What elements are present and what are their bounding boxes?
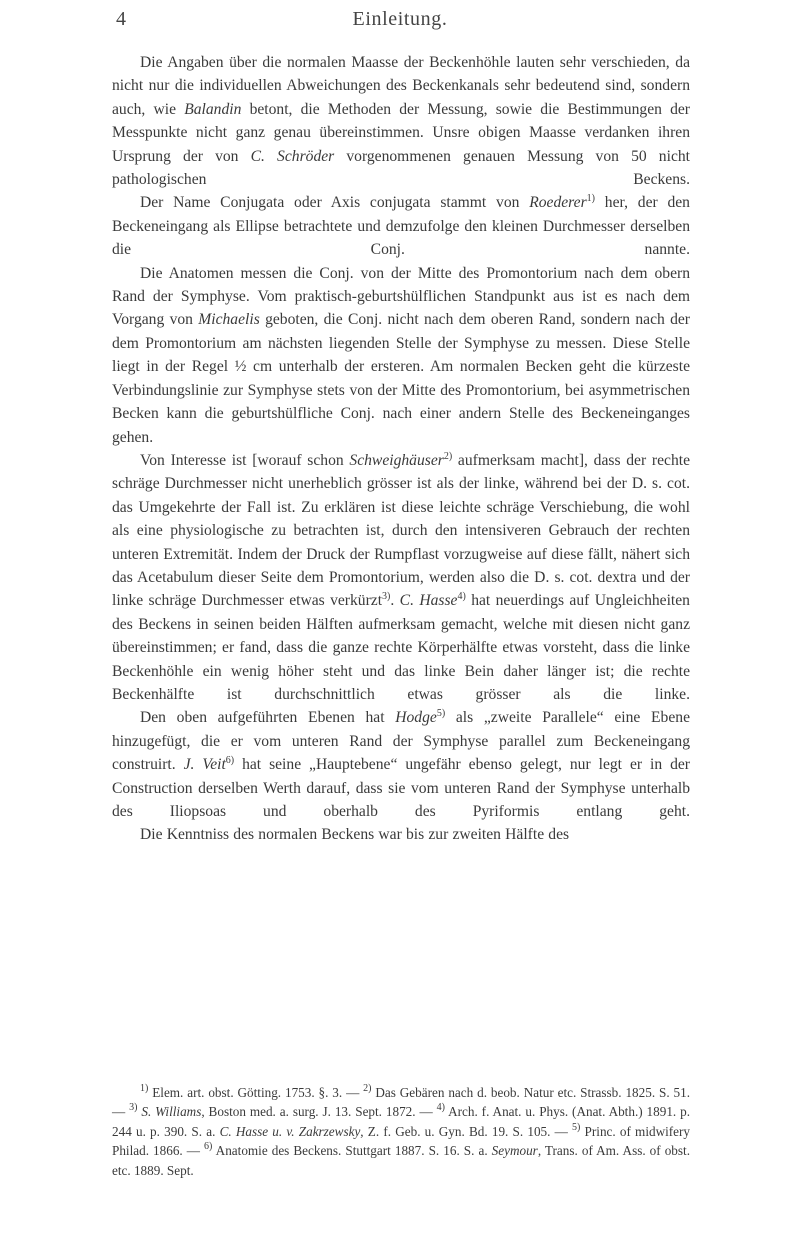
author-name: Roederer bbox=[529, 194, 587, 212]
text-run: , Trans. of Am. Ass. of obst. etc. 1889. Sept. bbox=[112, 1143, 690, 1178]
text-run: Anatomie des Beckens. Stuttgart 1887. S. 16. S. a. bbox=[212, 1143, 492, 1159]
footnote-marker: 1) bbox=[140, 1083, 149, 1094]
text-run: hat neuerdings auf Ungleichheiten des Beckens in seinen beiden Hälften aufmerksam gemacht, welche mit diesen nicht ganz übereinstimmen; er fand, dass die ganze rechte Körperhälfte etwas vorsteht, dass die linke Beckenhöhle ein wenig höher steht und das linke Bein daher länger ist; die rechte Beckenhälfte ist durchschnittlich etwas grösser als die linke. bbox=[112, 592, 690, 703]
text-run: , Z. f. Geb. u. Gyn. Bd. 19. S. 105. — bbox=[360, 1123, 573, 1139]
text-run: Die Anatomen messen die Conj. von der Mitte des Promontorium nach dem obern Rand der Symphyse. Vom praktisch-geburtshülflichen Standpunkt aus ist es nach dem Vorgang von bbox=[112, 264, 690, 329]
paragraph bbox=[112, 191, 690, 261]
text-run: Den oben aufgeführten Ebenen hat bbox=[140, 709, 396, 727]
paragraph bbox=[112, 262, 690, 449]
paragraph bbox=[112, 51, 690, 191]
page-number: 4 bbox=[116, 8, 126, 30]
text-run: . bbox=[390, 592, 400, 610]
author-name: J. Veit bbox=[183, 756, 226, 774]
text-run: aufmerksam macht], dass der rechte schräge Durchmesser nicht unerheblich grösser ist als der linke, während bei der D. s. cot. das Umgekehrte der Fall ist. Zu erklären ist diese leichte schräge Verschiebung, die wohl als eine physiologische zu betrachten ist, durch den intensiveren Gebrauch der rechten unteren Extremität. Indem der Druck der Rumpflast vorzugweise auf diese fällt, nähert sich das Acetabulum dieser Seite dem Promontorium, werden also die D. s. cot. dextra und der linke schräge Durchmesser etwas verkürzt bbox=[112, 451, 690, 610]
text-run: geboten, die Conj. nicht nach dem oberen Rand, sondern nach der dem Promontorium am nächsten liegenden Stelle der Symphyse zu messen. Diese Stelle liegt in der Regel ½ cm unterhalb der ersteren. Am normalen Becken geht die kürzeste Verbindungslinie zur Symphyse stets von der Mitte des Promontorium, bei asymmetrischen Becken kann die geburtshülfliche Conj. nach einer andern Stelle des Beckeneinganges gehen. bbox=[112, 311, 690, 446]
text-run: Das Gebären nach d. beob. Natur etc. Strassb. 1825. S. 51. — bbox=[112, 1085, 690, 1120]
author-name: C. Schröder bbox=[250, 147, 335, 165]
text-run: Princ. of midwifery Philad. 1866. — bbox=[112, 1123, 690, 1159]
author-name: Schweighäuser bbox=[349, 451, 444, 469]
text-run: hat seine „Hauptebene“ ungefähr ebenso gelegt, nur legt er in der Construction derselben Werth darauf, dass sie vom unteren Rand der Symphyse unterhalb des Iliopsoas und oberhalb des Pyriformis entlang geht. bbox=[112, 756, 690, 820]
author-name: C. Hasse bbox=[399, 592, 458, 610]
footnote-marker: 3) bbox=[382, 591, 391, 603]
text-run: her, der den Beckeneingang als Ellipse betrachtete und demzufolge den kleinen Durchmesser derselben die Conj. nannte. bbox=[112, 194, 690, 259]
text-run: Elem. art. obst. Götting. 1753. §. 3. — bbox=[148, 1085, 364, 1100]
footnote-marker: 2) bbox=[363, 1083, 372, 1094]
text-run: , Boston med. a. surg. J. 13. Sept. 1872. — bbox=[201, 1104, 437, 1120]
running-head: Einleitung. bbox=[352, 8, 448, 30]
footnote-marker: 3) bbox=[129, 1102, 138, 1114]
footnote-marker: 6) bbox=[204, 1141, 213, 1153]
author-name: Balandin bbox=[184, 100, 242, 118]
author-name: Seymour bbox=[491, 1143, 538, 1159]
author-name: C. Hasse u. v. Zakrzewsky bbox=[219, 1123, 361, 1139]
footnote-marker: 6) bbox=[225, 755, 235, 767]
footnote-marker: 4) bbox=[457, 591, 466, 603]
paragraph bbox=[112, 706, 690, 823]
text-run: vorgenommenen genauen Messung von 50 nicht pathologischen Beckens. bbox=[112, 147, 690, 189]
footnote-marker: 5) bbox=[572, 1121, 581, 1133]
footnotes bbox=[112, 1083, 690, 1180]
text-run: Der Name Conjugata oder Axis conjugata stammt von bbox=[140, 194, 530, 212]
text-run: Die Angaben über die normalen Maasse der Beckenhöhle lauten sehr verschieden, da nicht nur die individuellen Abweichungen des Beckenkanals sehr bedeutend sind, sondern auch, wie bbox=[112, 54, 690, 118]
text-run: betont, die Methoden der Messung, sowie die Bestimmungen der Messpunkte nicht ganz genau übereinstimmen. Unsre obigen Maasse verdanken ihren Ursprung der von bbox=[112, 100, 691, 165]
footnote-marker: 2) bbox=[443, 450, 453, 462]
footnote-block bbox=[112, 1083, 690, 1180]
footnote-marker: 5) bbox=[436, 708, 446, 720]
text-run: Von Interesse ist [worauf schon bbox=[140, 451, 350, 469]
author-name: S. Williams bbox=[141, 1104, 202, 1120]
author-name: Hodge bbox=[395, 709, 437, 727]
page-header bbox=[0, 6, 800, 38]
footnote-marker: 1) bbox=[586, 193, 596, 205]
text-run: als „zweite Parallele“ eine Ebene hinzugefügt, die er vom unteren Rand der Symphyse parallel zum Beckeneingang construirt. bbox=[112, 709, 690, 774]
text-run: Arch. f. Anat. u. Phys. (Anat. Abth.) 1891. p. 244 u. p. 390. S. a. bbox=[112, 1104, 691, 1139]
text-run: Die Kenntniss des normalen Beckens war bis zur zweiten Hälfte des bbox=[140, 826, 570, 844]
paragraph bbox=[112, 449, 690, 706]
body-text bbox=[112, 51, 690, 847]
author-name: Michaelis bbox=[198, 311, 260, 329]
footnote-marker: 4) bbox=[436, 1102, 445, 1114]
paragraph bbox=[112, 823, 690, 846]
